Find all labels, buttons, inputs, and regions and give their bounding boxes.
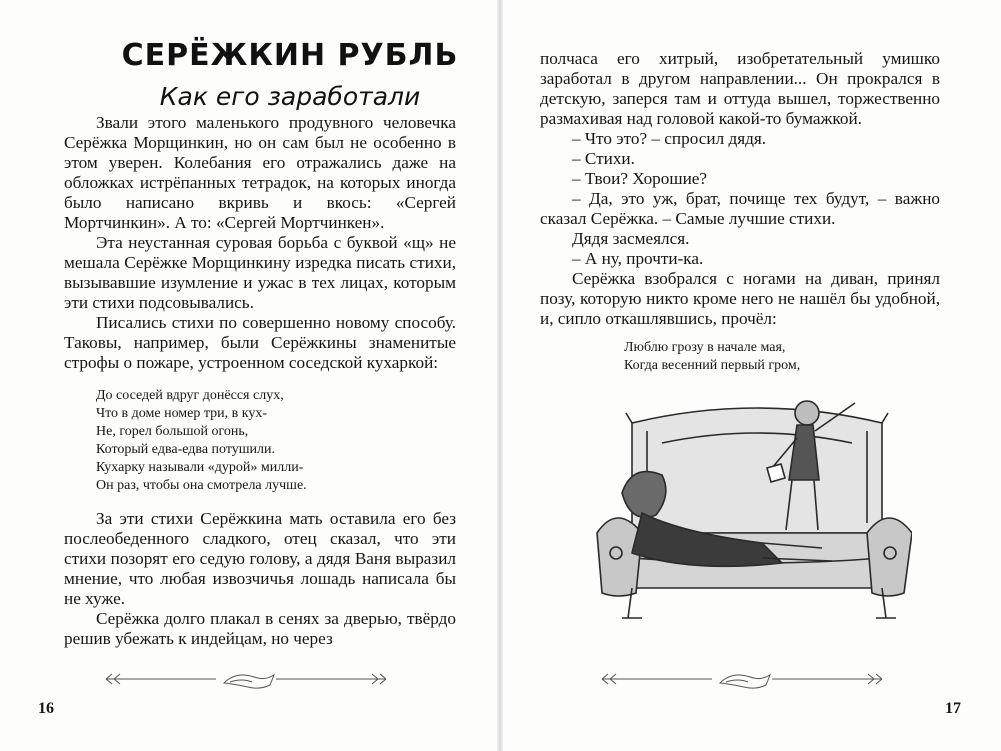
right-text (540, 49, 940, 375)
left-text (64, 113, 456, 649)
chapter-subtitle: Как его заработали (159, 82, 421, 111)
verse-line: Кухарку называли «дурой» милли- (96, 460, 304, 475)
chapter-title: СЕРЁЖКИН РУБЛЬ (121, 38, 459, 73)
dialogue-line: – Стихи. (572, 149, 635, 168)
dialogue-line: – А ну, прочти-ка. (572, 249, 704, 268)
page-number: 16 (38, 700, 54, 717)
paragraph: Серёжка взобрался с ногами на диван, принял позу, которую никто кроме него не нашёл бы удобной, и, сипло откашлявшись, прочёл: (540, 269, 940, 328)
paragraph: полчаса его хитрый, изобретательный умишко заработал в другом направлении... Он прокрался в детскую, заперся там и оттуда вышел, торжественно размахивая над головой какой-то бумажкой. (540, 49, 940, 128)
paragraph: Звали этого маленького продувного человечка Серёжка Морщинкин, но он сам был не особенно в этом уверен. Колебания его отражались даже на обложках истрёпанных тетрадок, на которых иногда было написано вкривь и вкось: «Сергей Мортчинкин». А то: «Сергей Мортчинкен». (64, 113, 456, 232)
verse-line: Который едва-едва потушили. (96, 442, 276, 457)
book-gutter (497, 0, 503, 751)
dialogue-line: – Твои? Хорошие? (572, 169, 708, 188)
verse-line: Он раз, чтобы она смотрела лучше. (96, 478, 307, 493)
poem-thunder (624, 339, 940, 375)
page-number: 17 (945, 700, 961, 717)
paragraph: Эта неустанная суровая борьба с буквой «щ» не мешала Серёжке Морщинкину изредка писать стихи, вызывавшие изумление и ужас в тех лицах, которым эти стихи подсовывались. (64, 233, 456, 312)
verse-line: Что в доме номер три, в кух- (96, 406, 268, 421)
verse-line: До соседей вдруг донёсся слух, (96, 388, 284, 403)
poem-fire (96, 387, 456, 495)
paragraph: Писались стихи по совершенно новому способу. Таковы, например, были Серёжкины знаменитые строфы о пожаре, устроенном соседской кухаркой: (64, 313, 456, 372)
verse-line: Не, горел большой огонь, (96, 424, 249, 439)
verse-line: Когда весенний первый гром, (624, 358, 801, 373)
dialogue-line: – Что это? – спросил дядя. (572, 129, 767, 148)
paragraph: За эти стихи Серёжкина мать оставила его без послеобеденного сладкого, отец сказал, что эти стихи позорят его седую голову, а дядя Ваня выразил мнение, что любая извозчичья лошадь написала бы не хуже. (64, 509, 456, 608)
paragraph: Дядя засмеялся. (572, 229, 690, 248)
illustration-sofa-scene (592, 383, 912, 643)
paragraph: Серёжка долго плакал в сенях за дверью, твёрдо решив убежать к индейцам, но через (64, 609, 456, 648)
scroll-ornament-icon (96, 668, 396, 690)
scroll-ornament-icon (592, 668, 892, 690)
dialogue-line: – Да, это уж, брат, почище тех будут, – важно сказал Серёжка. – Самые лучшие стихи. (540, 189, 940, 228)
verse-line: Люблю грозу в начале мая, (624, 340, 786, 355)
